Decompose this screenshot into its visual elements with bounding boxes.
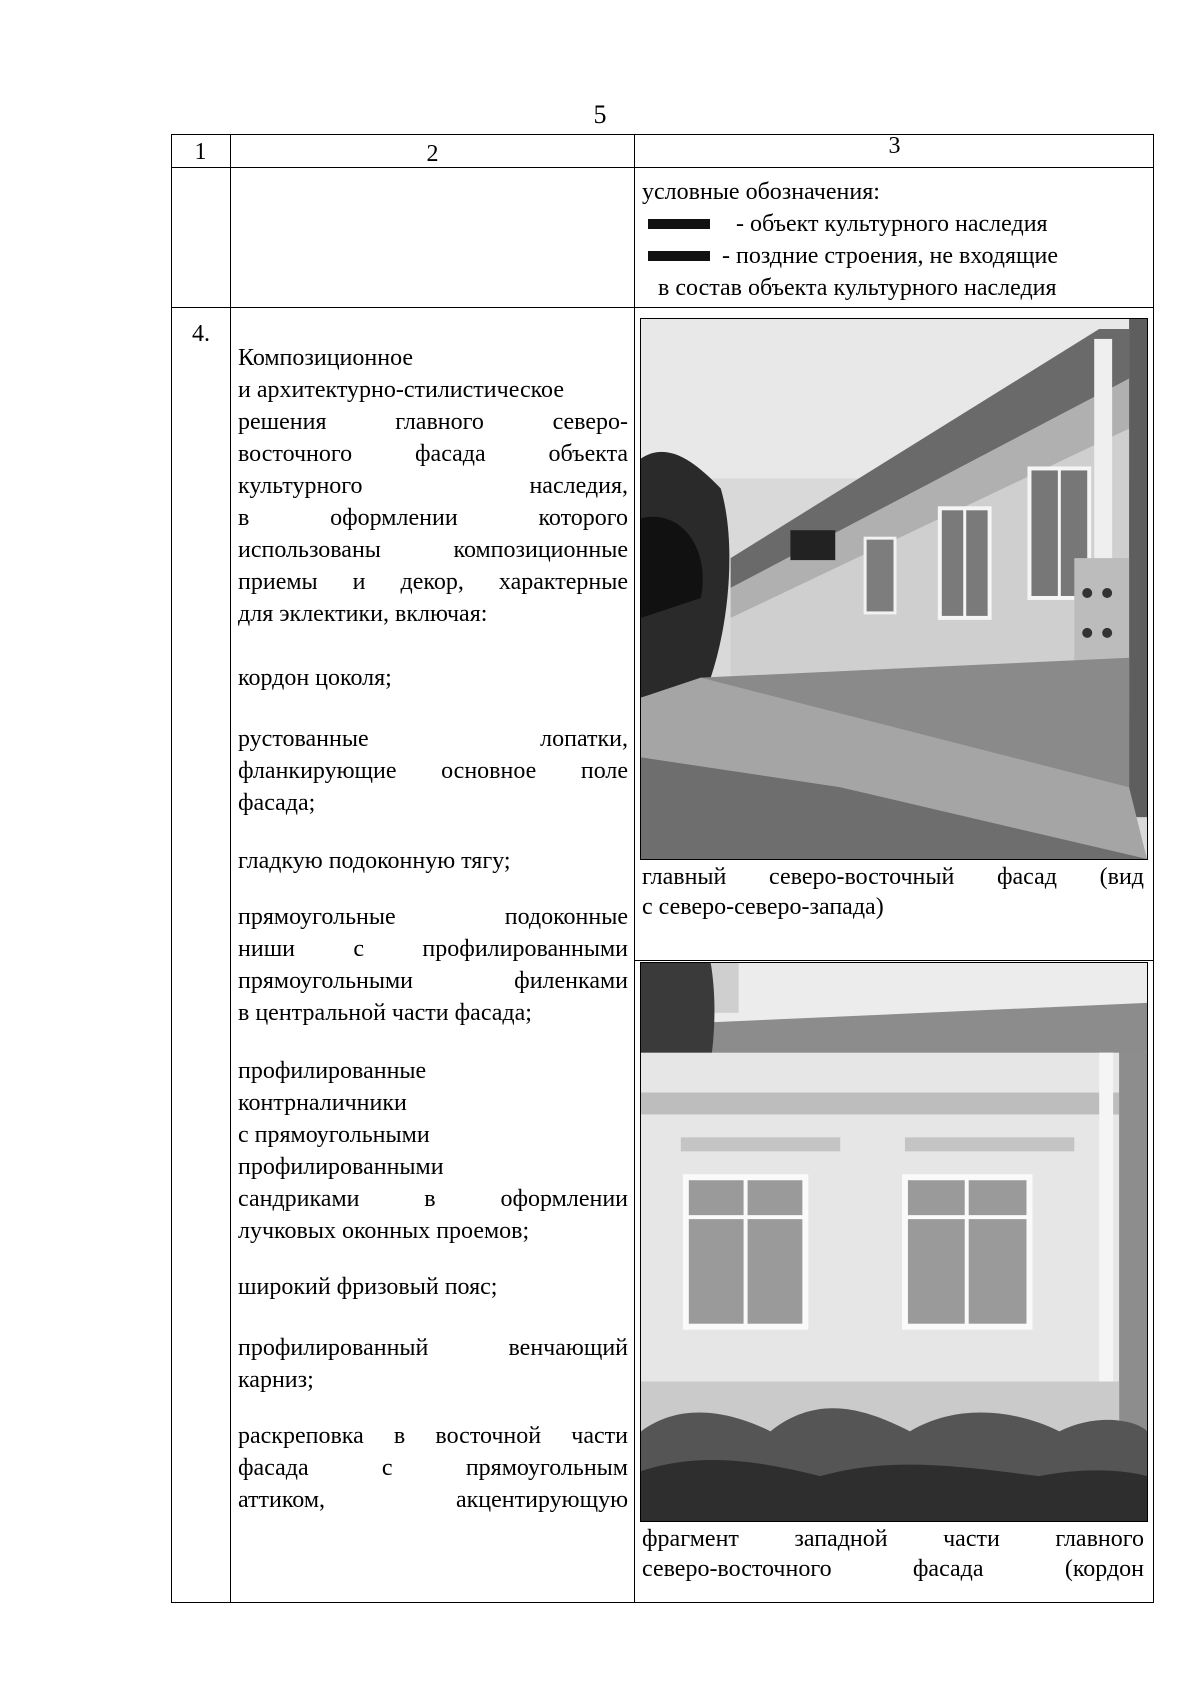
header-col-2: 2 [426,141,439,167]
intro-line-7: использованы композиционные [238,537,628,563]
caption-line: с северо-северо-запада) [642,894,884,920]
header-col-1: 1 [194,139,207,165]
legend-item-heritage [648,208,1048,240]
item-frieze [238,1271,628,1303]
item-line: с прямоугольными [238,1122,430,1148]
item-line: широкий фризовый пояс; [238,1274,498,1300]
legend-swatch-heritage [648,219,710,229]
photo-main-facade-image [641,319,1147,859]
item-line: прямоугольными филенками [238,968,628,994]
item-line: в центральной части фасада; [238,1000,532,1026]
item-rusticated-pilasters [238,723,628,819]
legend-swatch-late-buildings [648,251,710,261]
page-number: 5 [593,100,607,129]
caption-line: северо-восточного фасада (кордон [642,1556,1144,1582]
intro-line-6: в оформлении которого [238,505,628,531]
legend-label-late-buildings: - поздние строения, не входящие [722,243,1058,269]
item-line: фасада; [238,790,316,816]
item-sill-string [238,845,628,877]
caption-line: фрагмент западной части главного [642,1526,1144,1552]
legend-item-late-buildings [648,240,1058,272]
intro-line-2: и архитектурно-стилистическое [238,377,564,403]
photo-west-fragment-caption [642,1524,1144,1584]
intro-line-9: для эклектики, включая: [238,601,488,627]
photo-west-fragment [640,962,1148,1522]
item-line: контрналичники [238,1090,407,1116]
legend-title: условные обозначения: [642,179,880,205]
item-line: фасада с прямоугольным [238,1455,628,1481]
item-plinth-cordon [238,662,628,694]
item-line: профилированные [238,1058,427,1084]
item-line: карниз; [238,1367,314,1393]
intro-line-5: культурного наследия, [238,473,628,499]
item-line: профилированными [238,1154,444,1180]
header-col-3: 3 [888,133,901,159]
legend-label-heritage: - объект культурного наследия [736,211,1048,237]
intro-line-1: Композиционное [238,345,414,371]
item-line: лучковых оконных проемов; [238,1218,530,1244]
item-line: гладкую подоконную тягу; [238,848,511,874]
col-divider-2 [634,134,635,1603]
item-line: аттиком, акцентирующую [238,1487,628,1513]
intro-line-8: приемы и декор, характерные [238,569,628,595]
photo-west-fragment-image [641,963,1147,1521]
caption-line: главный северо-восточный фасад (вид [642,864,1144,890]
intro-line-3: решения главного северо- [238,409,628,435]
item-line: раскреповка в восточной части [238,1423,628,1449]
item-line: кордон цоколя; [238,665,392,691]
col-divider-1 [230,134,231,1603]
item-line: фланкирующие основное поле [238,758,628,784]
item-cornice [238,1332,628,1396]
item-window-surrounds [238,1055,628,1247]
item-line: прямоугольные подоконные [238,904,628,930]
item-line: профилированный венчающий [238,1335,628,1361]
item-line: ниши с профилированными [238,936,628,962]
row-number: 4. [192,321,210,347]
item-line: рустованные лопатки, [238,726,628,752]
photo-main-facade-caption [642,862,1144,922]
item-projection [238,1420,628,1516]
caption-box-divider [634,960,1154,961]
row-divider [171,307,1154,308]
legend-label-late-buildings-cont: в состав объекта культурного наследия [658,275,1057,301]
item-line: сандриками в оформлении [238,1186,628,1212]
item-sill-niches [238,901,628,1029]
photo-main-facade [640,318,1148,860]
intro-line-4: восточного фасада объекта [238,441,628,467]
intro-paragraph [238,342,628,630]
